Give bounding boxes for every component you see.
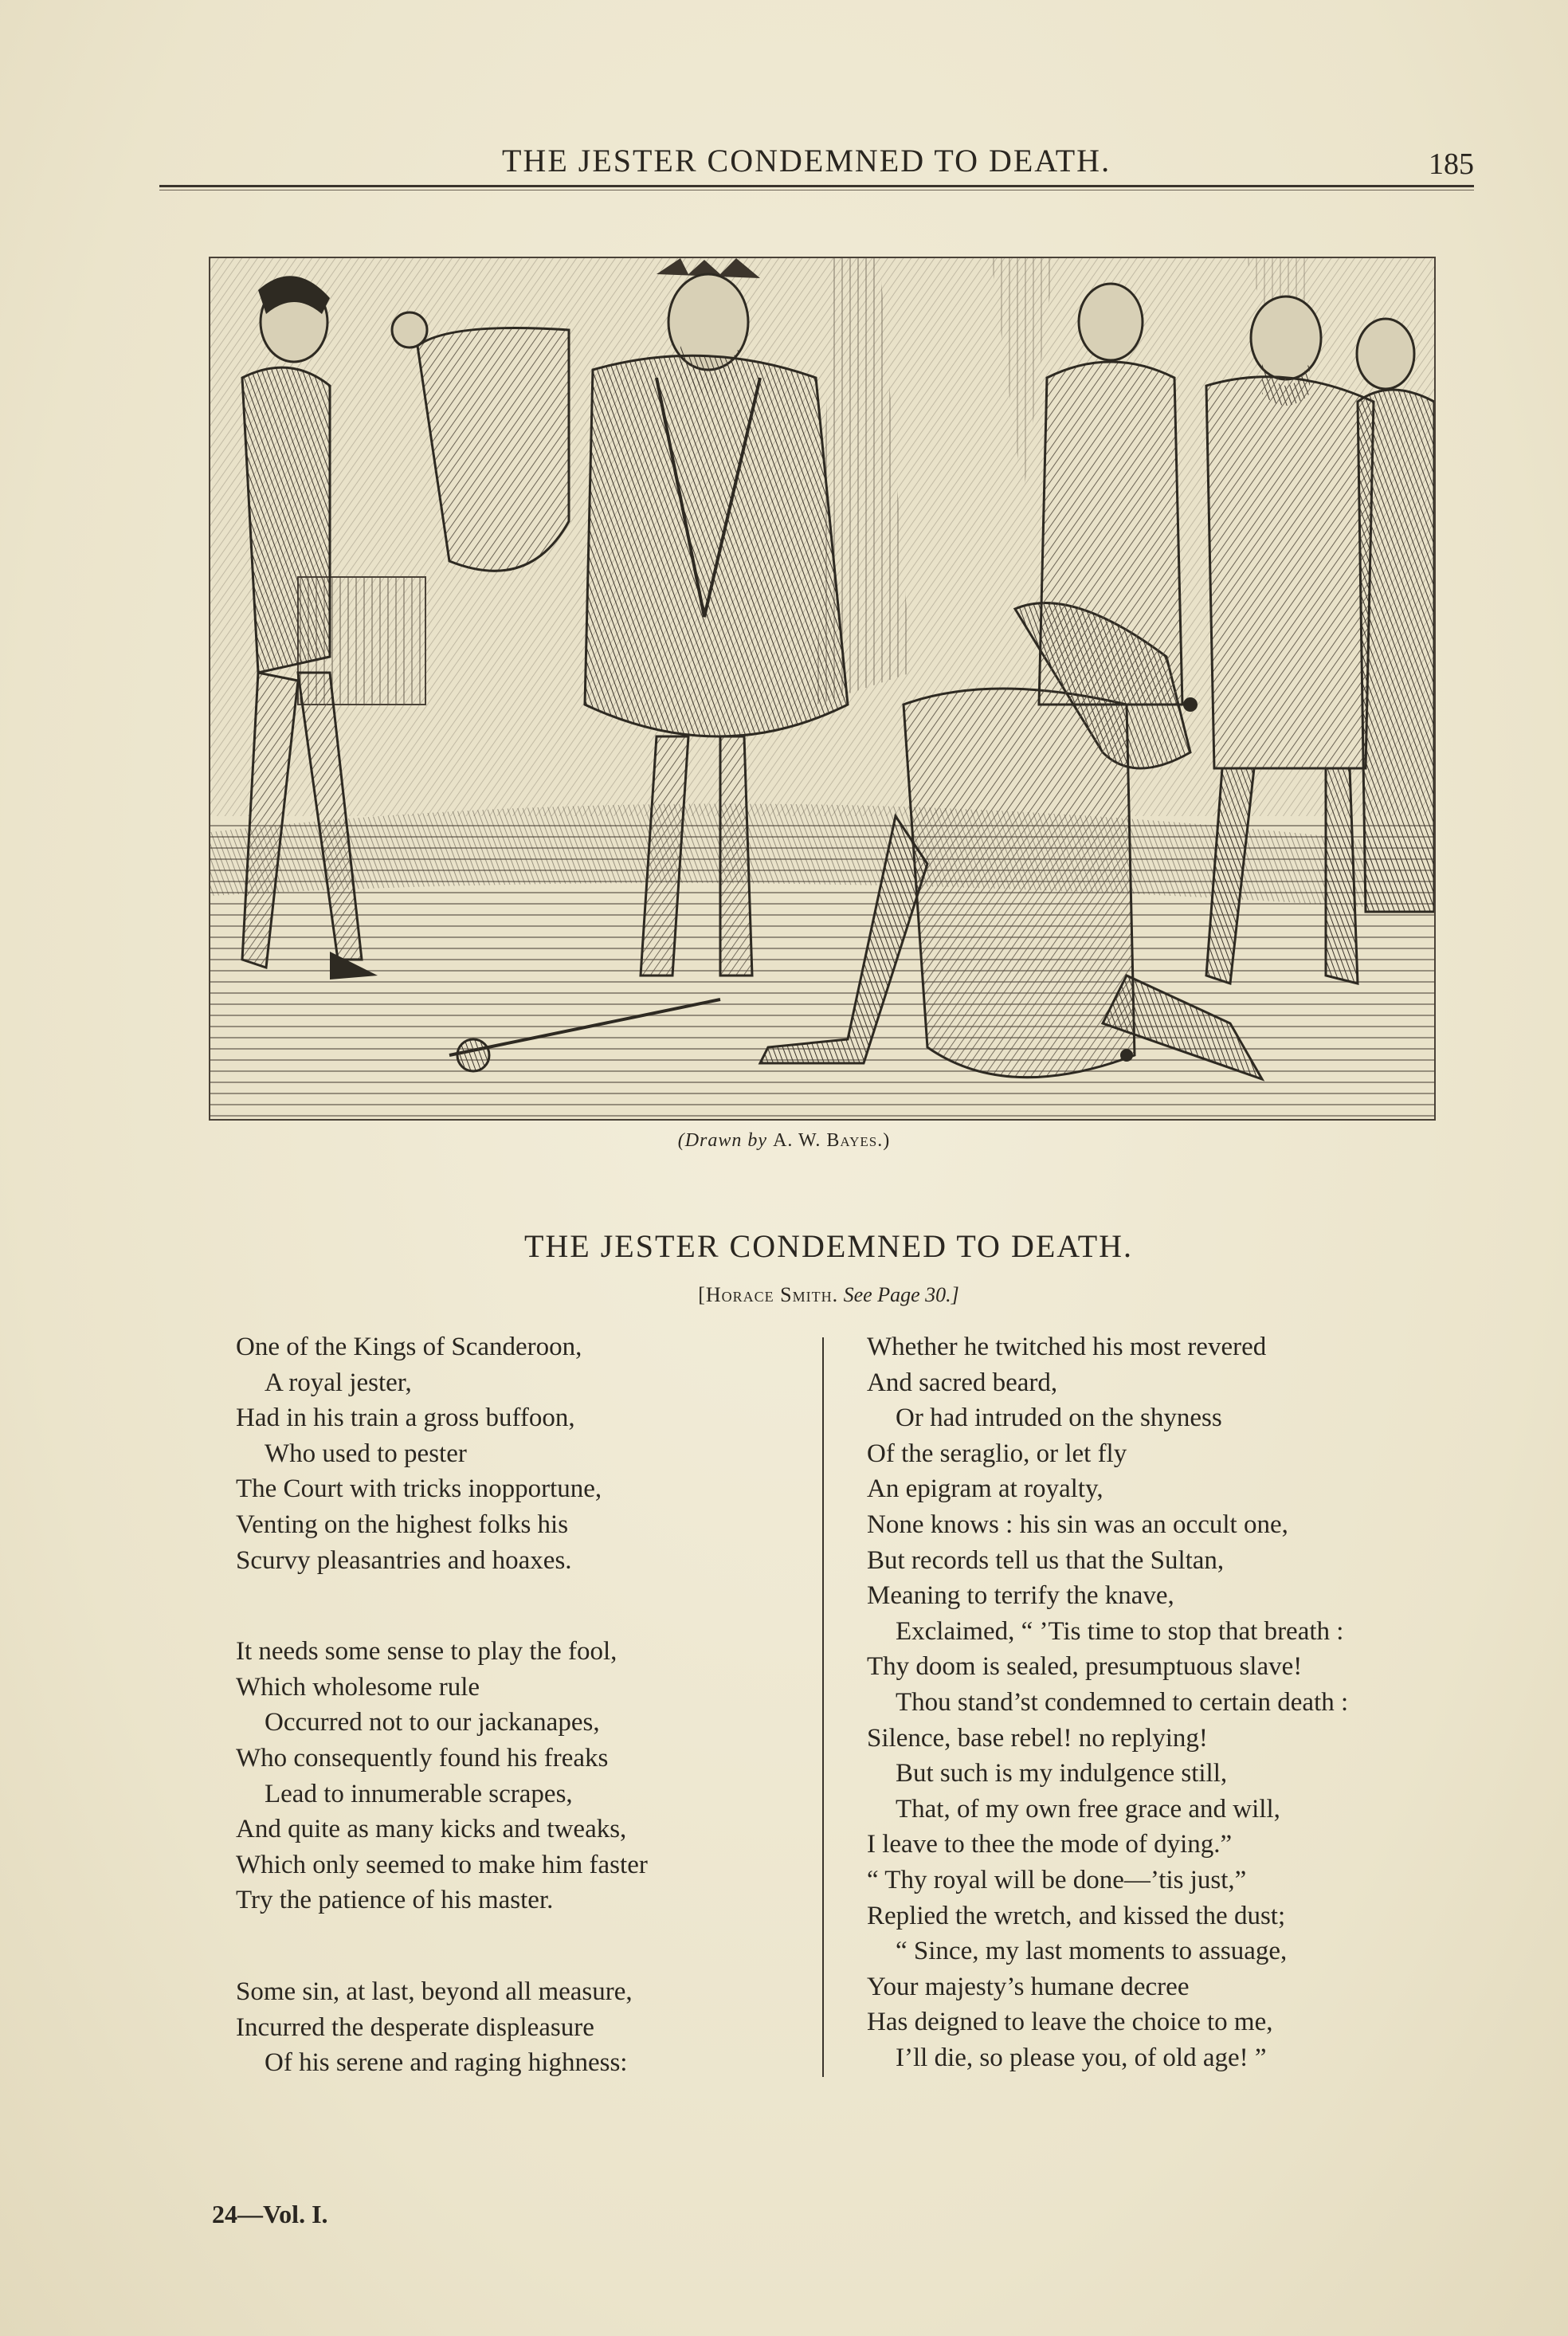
header-rule (159, 185, 1474, 187)
poem-line: Has deigned to leave the choice to me, (867, 2008, 1273, 2037)
poem-line: Exclaimed, “ ’Tis time to stop that breath : (896, 1616, 1344, 1646)
poem-line: An epigram at royalty, (867, 1474, 1103, 1504)
poem-stanza (236, 1329, 809, 1578)
poem-line: Silence, base rebel! no replying! (867, 1723, 1208, 1753)
poem-line: Lead to innumerable scrapes, (265, 1779, 573, 1808)
poem-line: Meaning to terrify the knave, (867, 1581, 1174, 1611)
poem-line: Of the seraglio, or let fly (867, 1439, 1127, 1468)
poem-line: “ Thy royal will be done—’tis just,” (867, 1865, 1247, 1894)
poem-line: The Court with tricks inopportune, (236, 1474, 602, 1504)
engraving-illustration (209, 257, 1436, 1121)
poem-line: That, of my own free grace and will, (896, 1794, 1280, 1824)
poem-right-column (867, 1329, 1472, 2075)
poem-line: I leave to thee the mode of dying.” (867, 1830, 1233, 1859)
poem-line: Of his serene and raging highness: (265, 2048, 628, 2078)
poem-line: Thou stand’st condemned to certain death : (896, 1687, 1349, 1717)
credit-artist: A. W. Bayes.) (773, 1130, 891, 1151)
poem-stanza (236, 1634, 809, 1918)
poem-line: Replied the wretch, and kissed the dust; (867, 1901, 1286, 1930)
poem-line: Who consequently found his freaks (236, 1743, 609, 1773)
illustration-credit (0, 1130, 1568, 1152)
poem-line: Or had intruded on the shyness (896, 1404, 1222, 1433)
attribution-author: [Horace Smith. (698, 1283, 839, 1306)
page-number: 185 (1429, 147, 1474, 181)
poem-line: But such is my indulgence still, (896, 1759, 1228, 1788)
engraving-picture (210, 258, 1434, 1119)
poem-line: Your majesty’s humane decree (867, 1972, 1190, 2001)
poem-line: Whether he twitched his most revered (867, 1333, 1267, 1361)
poem-line: But records tell us that the Sultan, (867, 1545, 1225, 1575)
poem-stanza (236, 1974, 809, 2081)
poem-line: Scurvy pleasantries and hoaxes. (236, 1545, 572, 1575)
poem-line: “ Since, my last moments to assuage, (896, 1937, 1288, 1966)
poem-line: And quite as many kicks and tweaks, (236, 1815, 627, 1844)
attribution-reference: See Page 30.] (843, 1283, 959, 1306)
poem-title: THE JESTER CONDEMNED TO DEATH. (523, 1228, 1134, 1264)
poem-line: Who used to pester (265, 1439, 467, 1468)
poem-line: Venting on the highest folks his (236, 1510, 569, 1539)
running-title: THE JESTER CONDEMNED TO DEATH. (502, 143, 1111, 179)
poem-left-column (236, 1329, 809, 2137)
poem-attribution (0, 1283, 1568, 1307)
credit-prefix: (Drawn by (677, 1130, 768, 1151)
poem-line: It needs some sense to play the fool, (236, 1637, 617, 1667)
poem-line: Had in his train a gross buffoon, (236, 1404, 575, 1433)
poem-line: Thy doom is sealed, presumptuous slave! (867, 1652, 1303, 1682)
running-header (159, 142, 1474, 190)
column-divider (822, 1337, 824, 2077)
poem-line: One of the Kings of Scanderoon, (236, 1333, 582, 1361)
poem-line: And sacred beard, (867, 1368, 1058, 1397)
poem-line: Which wholesome rule (236, 1672, 480, 1702)
signature-mark: 24—Vol. I. (212, 2200, 328, 2228)
poem-line: A royal jester, (265, 1368, 412, 1397)
poem-line: Occurred not to our jackanapes, (265, 1708, 600, 1737)
poem-line: None knows : his sin was an occult one, (867, 1510, 1288, 1539)
poem-line: Try the patience of his master. (236, 1886, 554, 1915)
poem-line: Some sin, at last, beyond all measure, (236, 1977, 633, 2006)
poem-line: Which only seemed to make him faster (236, 1850, 648, 1879)
poem-line: I’ll die, so please you, of old age! ” (896, 2043, 1267, 2072)
poem-line: Incurred the desperate displeasure (236, 2012, 594, 2042)
